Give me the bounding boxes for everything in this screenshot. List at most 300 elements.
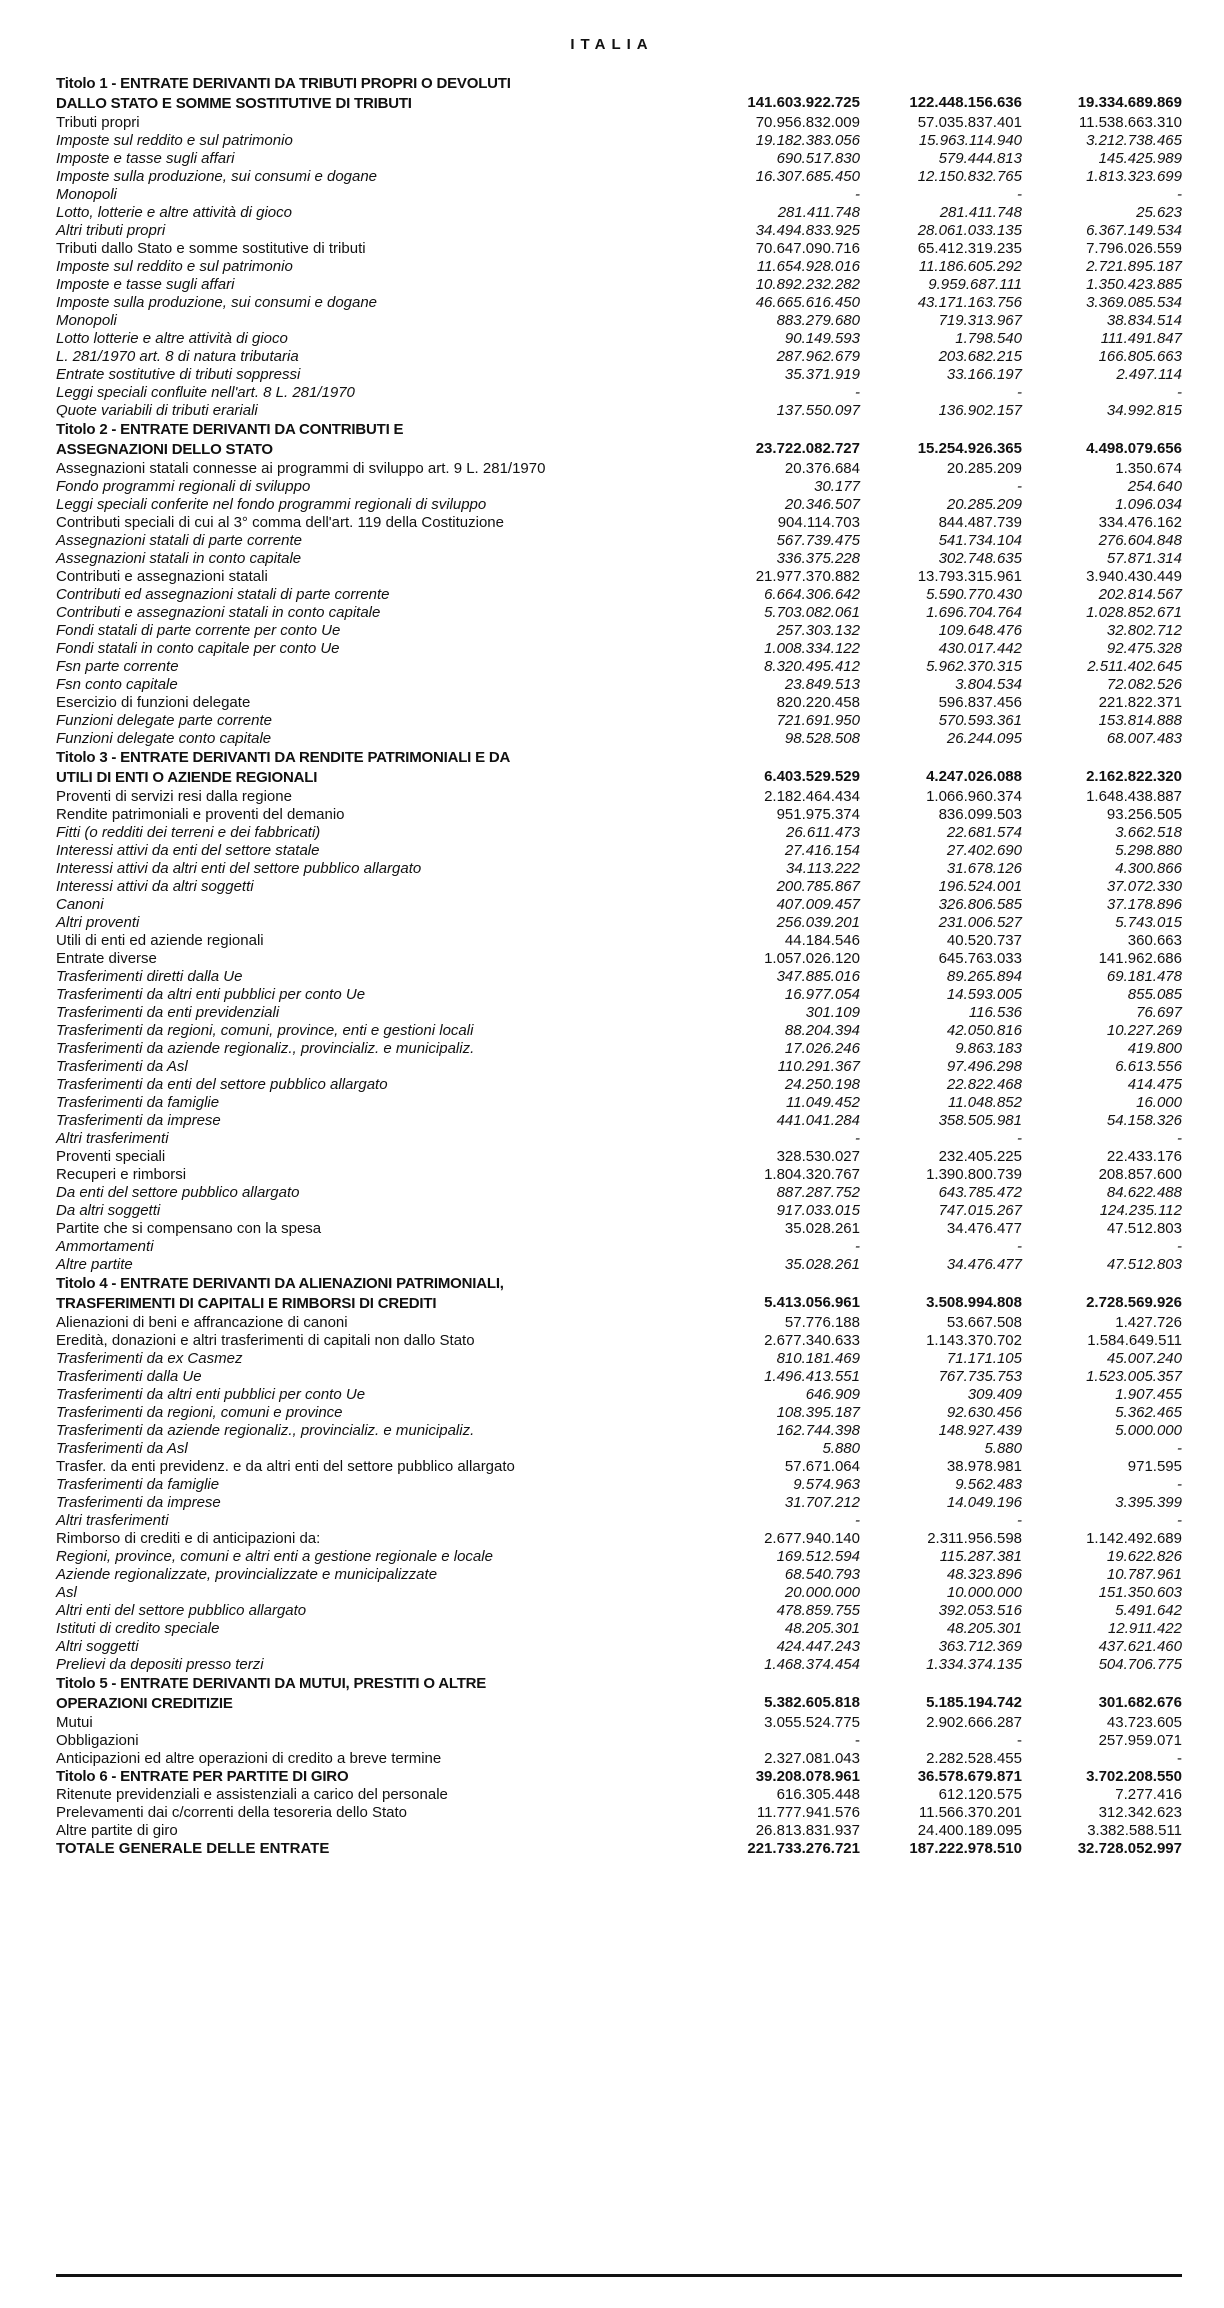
row-label: Contributi speciali di cui al 3° comma dell'art. 119 della Costituzione <box>56 514 504 531</box>
row-label: Rendite patrimoniali e proventi del demanio <box>56 806 345 823</box>
value-col-2: 22.822.468 <box>946 1076 1022 1093</box>
value-col-2: 14.049.196 <box>946 1494 1022 1511</box>
value-col-1: 16.307.685.450 <box>755 168 860 185</box>
value-col-3: 1.142.492.689 <box>1086 1530 1182 1547</box>
row-label: Imposte e tasse sugli affari <box>56 276 235 293</box>
value-col-1: 90.149.593 <box>784 330 860 347</box>
value-col-3: 7.796.026.559 <box>1086 240 1182 257</box>
row-label: Imposte sul reddito e sul patrimonio <box>56 258 293 275</box>
value-col-2: 3.508.994.808 <box>926 1294 1022 1311</box>
value-col-3: 3.382.588.511 <box>1087 1822 1182 1839</box>
row-label-line2: ASSEGNAZIONI DELLO STATO <box>56 441 273 458</box>
value-col-3: 68.007.483 <box>1106 730 1182 747</box>
row-label: Interessi attivi da altri enti del settore pubblico allargato <box>56 860 422 877</box>
value-col-1: 347.885.016 <box>776 968 860 985</box>
value-col-3: 208.857.600 <box>1098 1166 1182 1183</box>
value-col-3: 5.000.000 <box>1115 1422 1182 1439</box>
value-col-3: 5.362.465 <box>1115 1404 1182 1421</box>
row-label: Proventi speciali <box>56 1148 166 1165</box>
subitem-row <box>56 186 1182 204</box>
value-col-2: 3.804.534 <box>955 676 1022 693</box>
subitem-row <box>56 968 1182 986</box>
value-col-1: 11.654.928.016 <box>756 258 860 275</box>
subitem-row <box>56 914 1182 932</box>
value-col-2: 65.412.319.235 <box>917 240 1022 257</box>
page-title: ITALIA <box>570 36 654 53</box>
value-col-3: 72.082.526 <box>1106 676 1182 693</box>
value-col-1: 441.041.284 <box>776 1112 860 1129</box>
value-col-3: 45.007.240 <box>1106 1350 1182 1367</box>
subitem-row <box>56 1368 1182 1386</box>
value-col-2: 326.806.585 <box>938 896 1022 913</box>
value-col-1: 48.205.301 <box>784 1620 860 1637</box>
value-col-1: 27.416.154 <box>784 842 860 859</box>
row-label: Trasferimenti da ex Casmez <box>56 1350 243 1367</box>
subitem-row <box>56 478 1182 496</box>
row-label: Leggi speciali confluite nell'art. 8 L. 281/1970 <box>56 384 355 401</box>
value-col-3: 11.538.663.310 <box>1078 114 1182 131</box>
row-label: Monopoli <box>56 186 117 203</box>
subitem-row <box>56 604 1182 622</box>
table-row <box>56 1220 1182 1238</box>
row-label: Trasferimenti da famiglie <box>56 1476 220 1493</box>
value-col-2: 34.476.477 <box>946 1220 1022 1237</box>
value-col-2: 9.562.483 <box>955 1476 1022 1493</box>
row-label: Partite che si compensano con la spesa <box>56 1220 322 1237</box>
value-col-1: 46.665.616.450 <box>755 294 860 311</box>
value-col-1: 169.512.594 <box>776 1548 860 1565</box>
table-row <box>56 1822 1182 1840</box>
value-col-1: 567.739.475 <box>776 532 860 549</box>
subitem-row <box>56 294 1182 312</box>
row-label: Asl <box>56 1584 77 1601</box>
subitem-row <box>56 1350 1182 1368</box>
value-col-1: 5.703.082.061 <box>764 604 860 621</box>
row-label: Altri enti del settore pubblico allargato <box>56 1602 307 1619</box>
table-row <box>56 788 1182 806</box>
table-row <box>56 1732 1182 1750</box>
subitem-row <box>56 550 1182 568</box>
value-col-1: 951.975.374 <box>776 806 860 823</box>
table-row <box>56 1714 1182 1732</box>
table-row <box>56 950 1182 968</box>
value-col-1: 9.574.963 <box>793 1476 860 1493</box>
value-col-3: 111.491.847 <box>1100 330 1182 347</box>
value-col-2: 1.390.800.739 <box>926 1166 1022 1183</box>
value-col-3: - <box>1177 1440 1182 1457</box>
value-col-3: 84.622.488 <box>1106 1184 1182 1201</box>
row-label: Altri tributi propri <box>56 222 166 239</box>
row-label: Trasferimenti da famiglie <box>56 1094 220 1111</box>
value-col-2: 719.313.967 <box>938 312 1022 329</box>
value-col-1: 287.962.679 <box>776 348 860 365</box>
value-col-2: 187.222.978.510 <box>909 1840 1022 1857</box>
row-label: Prelevamenti dai c/correnti della tesoreria dello Stato <box>56 1804 408 1821</box>
value-col-3: 12.911.422 <box>1108 1620 1182 1637</box>
value-col-3: 37.072.330 <box>1106 878 1182 895</box>
row-label: Altre partite <box>56 1256 133 1273</box>
value-col-1: 70.647.090.716 <box>755 240 860 257</box>
value-col-3: 334.476.162 <box>1098 514 1182 531</box>
value-col-2: 109.648.476 <box>938 622 1022 639</box>
row-label: Contributi e assegnazioni statali in conto capitale <box>56 604 381 621</box>
row-label-line2: UTILI DI ENTI O AZIENDE REGIONALI <box>56 769 318 786</box>
value-col-2: 836.099.503 <box>938 806 1022 823</box>
subitem-row <box>56 1566 1182 1584</box>
value-col-3: 25.623 <box>1136 204 1182 221</box>
value-col-3: 3.395.399 <box>1115 1494 1182 1511</box>
subitem-row <box>56 1202 1182 1220</box>
value-col-3: 166.805.663 <box>1098 348 1182 365</box>
row-label-line2: DALLO STATO E SOMME SOSTITUTIVE DI TRIBUTI <box>56 95 412 112</box>
value-col-1: 616.305.448 <box>776 1786 860 1803</box>
value-col-1: 110.291.367 <box>777 1058 860 1075</box>
row-label: Fsn conto capitale <box>56 676 178 693</box>
value-col-2: 1.696.704.764 <box>926 604 1022 621</box>
subitem-row <box>56 532 1182 550</box>
subitem-row <box>56 1512 1182 1530</box>
value-col-3: 6.613.556 <box>1115 1058 1182 1075</box>
table-row <box>56 1314 1182 1332</box>
value-col-2: - <box>1017 1130 1022 1147</box>
value-col-2: 148.927.439 <box>938 1422 1022 1439</box>
row-label: Alienazioni di beni e affrancazione di canoni <box>56 1314 348 1331</box>
value-col-2: 15.963.114.940 <box>918 132 1022 149</box>
row-label: Ritenute previdenziali e assistenziali a carico del personale <box>56 1786 448 1803</box>
row-label: Entrate diverse <box>56 950 157 967</box>
value-col-2: 11.566.370.201 <box>918 1804 1022 1821</box>
value-col-1: 98.528.508 <box>784 730 860 747</box>
value-col-3: 37.178.896 <box>1106 896 1182 913</box>
row-label: Fitti (o redditi dei terreni e dei fabbricati) <box>56 824 321 841</box>
subitem-row <box>56 1076 1182 1094</box>
row-label: Da enti del settore pubblico allargato <box>56 1184 300 1201</box>
row-label <box>56 748 616 788</box>
subitem-row <box>56 312 1182 330</box>
value-col-1: 39.208.078.961 <box>755 1768 860 1785</box>
value-col-2: 53.667.508 <box>946 1314 1022 1331</box>
row-label: Trasferimenti da enti del settore pubblico allargato <box>56 1076 388 1093</box>
value-col-3: 276.604.848 <box>1098 532 1182 549</box>
row-label: Fsn parte corrente <box>56 658 179 675</box>
section-title-row <box>56 420 1182 460</box>
value-col-1: 26.813.831.937 <box>755 1822 860 1839</box>
row-label: Esercizio di funzioni delegate <box>56 694 251 711</box>
value-col-2: 302.748.635 <box>938 550 1022 567</box>
row-label: Aziende regionalizzate, provincializzate e municipalizzate <box>56 1566 438 1583</box>
value-col-2: 43.171.163.756 <box>917 294 1022 311</box>
value-col-1: 57.671.064 <box>784 1458 860 1475</box>
value-col-1: 26.611.473 <box>786 824 860 841</box>
value-col-2: 767.735.753 <box>938 1368 1022 1385</box>
value-col-1: 21.977.370.882 <box>755 568 860 585</box>
value-col-2: 15.254.926.365 <box>917 440 1022 457</box>
value-col-1: - <box>855 1130 860 1147</box>
row-label: Trasferimenti da aziende regionaliz., provincializ. e municipaliz. <box>56 1422 475 1439</box>
value-col-3: 437.621.460 <box>1098 1638 1182 1655</box>
row-label: Assegnazioni statali in conto capitale <box>56 550 302 567</box>
value-col-1: 162.744.398 <box>776 1422 860 1439</box>
row-label-line1: Titolo 2 - ENTRATE DERIVANTI DA CONTRIBUTI E <box>56 421 404 438</box>
row-label: Ammortamenti <box>56 1238 154 1255</box>
subitem-row <box>56 1022 1182 1040</box>
value-col-2: 14.593.005 <box>946 986 1022 1003</box>
value-col-3: 3.662.518 <box>1115 824 1182 841</box>
row-label: Trasfer. da enti previdenz. e da altri enti del settore pubblico allargato <box>56 1458 515 1475</box>
value-col-1: 6.403.529.529 <box>764 768 860 785</box>
value-col-1: 3.055.524.775 <box>764 1714 860 1731</box>
row-label: Trasferimenti diretti dalla Ue <box>56 968 243 985</box>
subitem-row <box>56 1040 1182 1058</box>
subitem-row <box>56 1256 1182 1274</box>
row-label: Altre partite di giro <box>56 1822 178 1839</box>
value-col-2: 430.017.442 <box>938 640 1022 657</box>
row-label: Recuperi e rimborsi <box>56 1166 187 1183</box>
value-col-1: 30.177 <box>814 478 860 495</box>
value-col-3: 153.814.888 <box>1098 712 1182 729</box>
row-label: Canoni <box>56 896 104 913</box>
value-col-3: 92.475.328 <box>1106 640 1182 657</box>
subitem-row <box>56 1638 1182 1656</box>
value-col-2: - <box>1017 384 1022 401</box>
subitem-row <box>56 150 1182 168</box>
value-col-3: 93.256.505 <box>1106 806 1182 823</box>
value-col-3: 202.814.567 <box>1098 586 1182 603</box>
value-col-2: 747.015.267 <box>938 1202 1022 1219</box>
value-col-3: 47.512.803 <box>1106 1256 1182 1273</box>
row-label-line1: Titolo 4 - ENTRATE DERIVANTI DA ALIENAZIONI PATRIMONIALI, <box>56 1275 504 1292</box>
value-col-1: - <box>855 1238 860 1255</box>
value-col-1: - <box>855 384 860 401</box>
value-col-3: 1.523.005.357 <box>1086 1368 1182 1385</box>
value-col-1: 2.677.340.633 <box>764 1332 860 1349</box>
value-col-1: 1.057.026.120 <box>764 950 860 967</box>
row-label: Altri soggetti <box>56 1638 139 1655</box>
value-col-3: 32.802.712 <box>1106 622 1182 639</box>
row-label: Rimborso di crediti e di anticipazioni da: <box>56 1530 321 1547</box>
row-label-line1: Titolo 1 - ENTRATE DERIVANTI DA TRIBUTI PROPRI O DEVOLUTI <box>56 75 511 92</box>
row-label-line1: Titolo 3 - ENTRATE DERIVANTI DA RENDITE PATRIMONIALI E DA <box>56 749 511 766</box>
value-col-2: - <box>1017 1238 1022 1255</box>
value-col-2: 20.285.209 <box>946 460 1022 477</box>
value-col-2: 844.487.739 <box>938 514 1022 531</box>
subitem-row <box>56 276 1182 294</box>
value-col-3: 69.181.478 <box>1106 968 1182 985</box>
value-col-3: 38.834.514 <box>1106 312 1182 329</box>
value-col-3: 360.663 <box>1127 932 1182 949</box>
value-col-1: 301.109 <box>805 1004 860 1021</box>
value-col-1: 5.382.605.818 <box>764 1694 860 1711</box>
value-col-2: 40.520.737 <box>946 932 1022 949</box>
value-col-1: 108.395.187 <box>776 1404 860 1421</box>
value-col-3: 301.682.676 <box>1098 1694 1182 1711</box>
row-label: Trasferimenti da imprese <box>56 1494 221 1511</box>
value-col-2: 9.959.687.111 <box>928 276 1022 293</box>
value-col-1: 23.722.082.727 <box>755 440 860 457</box>
subitem-row <box>56 168 1182 186</box>
value-col-3: 151.350.603 <box>1098 1584 1182 1601</box>
value-col-1: 200.785.867 <box>776 878 860 895</box>
row-label: Trasferimenti da Asl <box>56 1058 188 1075</box>
row-label: Imposte sul reddito e sul patrimonio <box>56 132 293 149</box>
table-row <box>56 1530 1182 1548</box>
value-col-1: 5.413.056.961 <box>764 1294 860 1311</box>
value-col-2: - <box>1017 478 1022 495</box>
value-col-2: - <box>1017 1732 1022 1749</box>
value-col-3: 47.512.803 <box>1106 1220 1182 1237</box>
value-col-1: 257.303.132 <box>776 622 860 639</box>
subitem-row <box>56 258 1182 276</box>
subitem-row <box>56 330 1182 348</box>
value-col-3: 10.787.961 <box>1106 1566 1182 1583</box>
value-col-3: 1.427.726 <box>1115 1314 1182 1331</box>
subitem-row <box>56 658 1182 676</box>
row-label: Istituti di credito speciale <box>56 1620 220 1637</box>
value-col-1: 407.009.457 <box>776 896 860 913</box>
value-col-2: 1.798.540 <box>955 330 1022 347</box>
value-col-3: 2.511.402.645 <box>1087 658 1182 675</box>
subitem-row <box>56 1602 1182 1620</box>
subitem-row <box>56 1404 1182 1422</box>
value-col-2: 1.334.374.135 <box>926 1656 1022 1673</box>
section-title-row <box>56 1274 1182 1314</box>
value-col-1: 1.804.320.767 <box>764 1166 860 1183</box>
value-col-3: 124.235.112 <box>1099 1202 1182 1219</box>
value-col-2: 97.496.298 <box>946 1058 1022 1075</box>
row-label: Altri proventi <box>56 914 140 931</box>
value-col-3: 54.158.326 <box>1106 1112 1182 1129</box>
value-col-3: 971.595 <box>1127 1458 1182 1475</box>
grand-total-row <box>56 1840 1182 1858</box>
value-col-2: 12.150.832.765 <box>917 168 1022 185</box>
subitem-row <box>56 860 1182 878</box>
subitem-row <box>56 640 1182 658</box>
subitem-row <box>56 1494 1182 1512</box>
value-col-3: 19.334.689.869 <box>1077 94 1182 111</box>
row-label: Assegnazioni statali connesse ai programmi di sviluppo art. 9 L. 281/1970 <box>56 460 546 477</box>
value-col-2: 363.712.369 <box>938 1638 1022 1655</box>
subitem-row <box>56 896 1182 914</box>
value-col-2: 5.962.370.315 <box>926 658 1022 675</box>
value-col-3: 221.822.371 <box>1098 694 1182 711</box>
subitem-row <box>56 1238 1182 1256</box>
section-title-row <box>56 1674 1182 1714</box>
value-col-3: 145.425.989 <box>1098 150 1182 167</box>
value-col-3: 1.350.423.885 <box>1086 276 1182 293</box>
value-col-3: 254.640 <box>1127 478 1182 495</box>
value-col-3: 57.871.314 <box>1106 550 1182 567</box>
subitem-row <box>56 1620 1182 1638</box>
value-col-1: 256.039.201 <box>776 914 860 931</box>
value-col-3: 1.813.323.699 <box>1086 168 1182 185</box>
subitem-row <box>56 1094 1182 1112</box>
row-label: Anticipazioni ed altre operazioni di credito a breve termine <box>56 1750 442 1767</box>
row-label: Mutui <box>56 1714 93 1731</box>
value-col-1: 34.494.833.925 <box>755 222 860 239</box>
value-col-2: 20.285.209 <box>946 496 1022 513</box>
value-col-1: 2.327.081.043 <box>764 1750 860 1767</box>
subitem-row <box>56 222 1182 240</box>
subitem-row <box>56 1422 1182 1440</box>
value-col-3: 10.227.269 <box>1106 1022 1182 1039</box>
value-col-2: 358.505.981 <box>938 1112 1022 1129</box>
value-col-1: 19.182.383.056 <box>755 132 860 149</box>
value-col-2: 281.411.748 <box>939 204 1022 221</box>
row-label: Lotto lotterie e altre attività di gioco <box>56 330 288 347</box>
section-title-row <box>56 1768 1182 1786</box>
subitem-row <box>56 622 1182 640</box>
row-label: Trasferimenti da altri enti pubblici per conto Ue <box>56 1386 366 1403</box>
value-col-2: 4.247.026.088 <box>926 768 1022 785</box>
subitem-row <box>56 586 1182 604</box>
value-col-3: 2.721.895.187 <box>1086 258 1182 275</box>
value-col-2: 42.050.816 <box>946 1022 1022 1039</box>
subitem-row <box>56 132 1182 150</box>
value-col-3: 5.491.642 <box>1115 1602 1182 1619</box>
row-label: Entrate sostitutive di tributi soppressi <box>56 366 301 383</box>
value-col-3: 419.800 <box>1127 1040 1182 1057</box>
row-label: Monopoli <box>56 312 117 329</box>
row-label: Assegnazioni statali di parte corrente <box>56 532 302 549</box>
value-col-2: 92.630.456 <box>946 1404 1022 1421</box>
value-col-2: 612.120.575 <box>938 1786 1022 1803</box>
value-col-1: 1.496.413.551 <box>764 1368 860 1385</box>
row-label: Regioni, province, comuni e altri enti a gestione regionale e locale <box>56 1548 493 1565</box>
value-col-1: - <box>855 1732 860 1749</box>
subitem-row <box>56 204 1182 222</box>
value-col-2: 5.880 <box>984 1440 1022 1457</box>
value-col-3: - <box>1177 1130 1182 1147</box>
row-label-line1: Titolo 5 - ENTRATE DERIVANTI DA MUTUI, PRESTITI O ALTRE <box>56 1675 487 1692</box>
table-row <box>56 806 1182 824</box>
subitem-row <box>56 712 1182 730</box>
value-col-3: 3.940.430.449 <box>1086 568 1182 585</box>
value-col-1: 35.028.261 <box>784 1220 860 1237</box>
value-col-3: 312.342.623 <box>1098 1804 1182 1821</box>
value-col-1: 16.977.054 <box>784 986 860 1003</box>
subitem-row <box>56 986 1182 1004</box>
value-col-1: 1.008.334.122 <box>764 640 860 657</box>
value-col-2: 579.444.813 <box>938 150 1022 167</box>
value-col-3: 34.992.815 <box>1106 402 1182 419</box>
row-label: Da altri soggetti <box>56 1202 161 1219</box>
value-col-3: 1.584.649.511 <box>1087 1332 1182 1349</box>
value-col-2: 48.323.896 <box>946 1566 1022 1583</box>
value-col-1: 281.411.748 <box>777 204 860 221</box>
row-label: Funzioni delegate conto capitale <box>56 730 272 747</box>
subitem-row <box>56 1004 1182 1022</box>
table-row <box>56 1804 1182 1822</box>
subitem-row <box>56 1112 1182 1130</box>
value-col-1: 887.287.752 <box>776 1184 860 1201</box>
subitem-row <box>56 842 1182 860</box>
value-col-1: 917.033.015 <box>776 1202 860 1219</box>
row-label: Imposte sulla produzione, sui consumi e dogane <box>56 294 378 311</box>
subitem-row <box>56 676 1182 694</box>
row-label: Eredità, donazioni e altri trasferimenti di capitali non dallo Stato <box>56 1332 475 1349</box>
value-col-2: 13.793.315.961 <box>917 568 1022 585</box>
value-col-1: 88.204.394 <box>784 1022 860 1039</box>
value-col-2: 2.282.528.455 <box>926 1750 1022 1767</box>
value-col-3: 6.367.149.534 <box>1086 222 1182 239</box>
row-label: Trasferimenti da enti previdenziali <box>56 1004 280 1021</box>
value-col-1: 57.776.188 <box>784 1314 860 1331</box>
value-col-2: 309.409 <box>967 1386 1022 1403</box>
subitem-row <box>56 1476 1182 1494</box>
row-label <box>56 420 616 460</box>
value-col-2: 27.402.690 <box>946 842 1022 859</box>
value-col-3: 1.907.455 <box>1115 1386 1182 1403</box>
